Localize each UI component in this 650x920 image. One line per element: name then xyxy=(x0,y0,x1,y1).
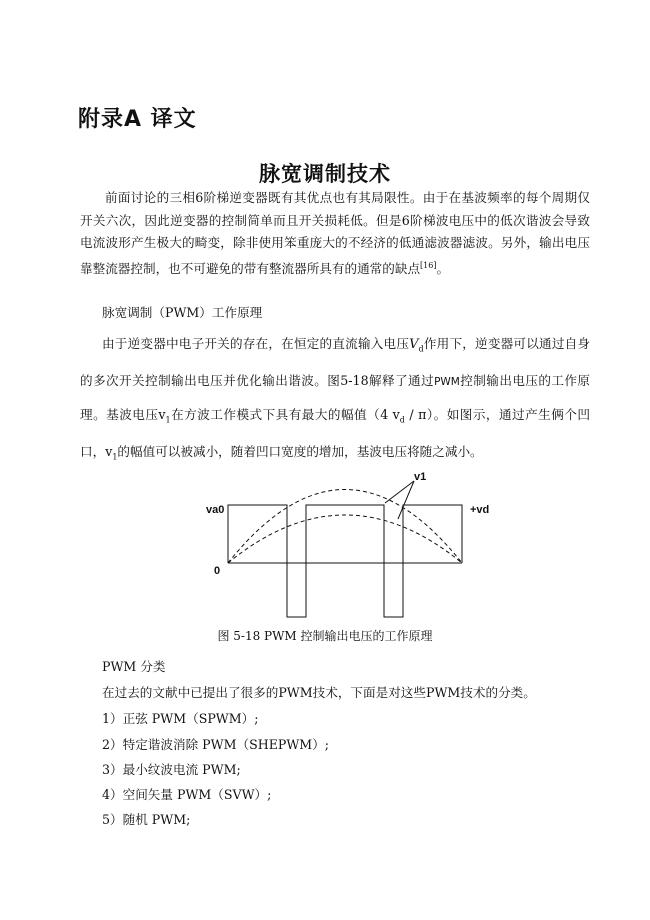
principle-part3: 控制输出电压的工作原理。基波电压v xyxy=(80,373,591,422)
intro-end: 。 xyxy=(436,260,450,276)
figure-caption: 图 5-18 PWM 控制输出电压的工作原理 xyxy=(217,629,433,643)
principle-paragraph xyxy=(80,328,590,473)
page-title: 脉宽调制技术 xyxy=(259,162,391,186)
intro-paragraph xyxy=(80,187,590,280)
citation-ref: [16] xyxy=(420,260,437,270)
principle-part4: 在方波工作模式下具有最大的幅值（4 v xyxy=(170,406,400,422)
appendix-heading: 附录A 译文 xyxy=(78,107,197,132)
v1-subscript: 1 xyxy=(165,415,171,425)
label-vd: +vd xyxy=(470,504,490,516)
pwm-square-wave xyxy=(228,505,462,617)
intro-text: 前面讨论的三相6阶梯逆变器既有其优点也有其局限性。由于在基波频率的每个周期仅开关六次，因此逆变器的控制简单而且开关损耗低。但是6阶梯波电压中的低次谐波会导致电流波形产生极大的畸变，除非使用笨重庞大的不经济的低通滤波器滤波。另外，输出电压靠整流器控制，也不可避免的带有整流器所具有的通常的缺点 xyxy=(80,190,590,276)
principle-part5: / π）。如图示，通过产生俩个凹口，v xyxy=(80,406,590,459)
label-v1: v1 xyxy=(414,471,427,483)
principle-part1: 由于逆变器中电子开关的存在，在恒定的直流输入电压 xyxy=(102,336,410,351)
principle-part2: 作用下，逆变器可以通过自身的多次开关控制输出电压并优化输出谐波。图5-18解释了通过 xyxy=(80,336,590,389)
vd-subscript-2: d xyxy=(399,415,405,425)
vd-subscript: d xyxy=(418,344,424,354)
v1-subscript-2: 1 xyxy=(112,452,118,462)
classification-intro: 在过去的文献中已提出了很多的PWM技术，下面是对这些PWM技术的分类。 xyxy=(102,685,536,700)
list-item: 5）随机 PWM; xyxy=(102,812,191,827)
label-zero: 0 xyxy=(214,565,221,577)
principle-part6: 的幅值可以被减小，随着凹口宽度的增加，基波电压将随之减小。 xyxy=(117,443,483,459)
vd-symbol: V xyxy=(409,337,419,352)
label-va0: va0 xyxy=(206,504,225,516)
fundamental-max-curve xyxy=(228,490,462,564)
list-item: 2）特定谐波消除 PWM（SHEPWM）; xyxy=(102,737,330,752)
v1-leader-line-lower xyxy=(398,481,414,519)
list-item: 3）最小纹波电流 PWM; xyxy=(102,762,241,777)
fundamental-reduced-curve xyxy=(228,515,462,563)
list-item: 4）空间矢量 PWM（SVW）; xyxy=(102,787,272,802)
pwm-word: PWM xyxy=(434,376,460,389)
classification-title: PWM 分类 xyxy=(102,659,166,674)
section-title: 脉宽调制（PWM）工作原理 xyxy=(102,305,263,320)
v1-leader-line-upper xyxy=(385,481,414,503)
list-item: 1）正弦 PWM（SPWM）; xyxy=(102,711,259,726)
